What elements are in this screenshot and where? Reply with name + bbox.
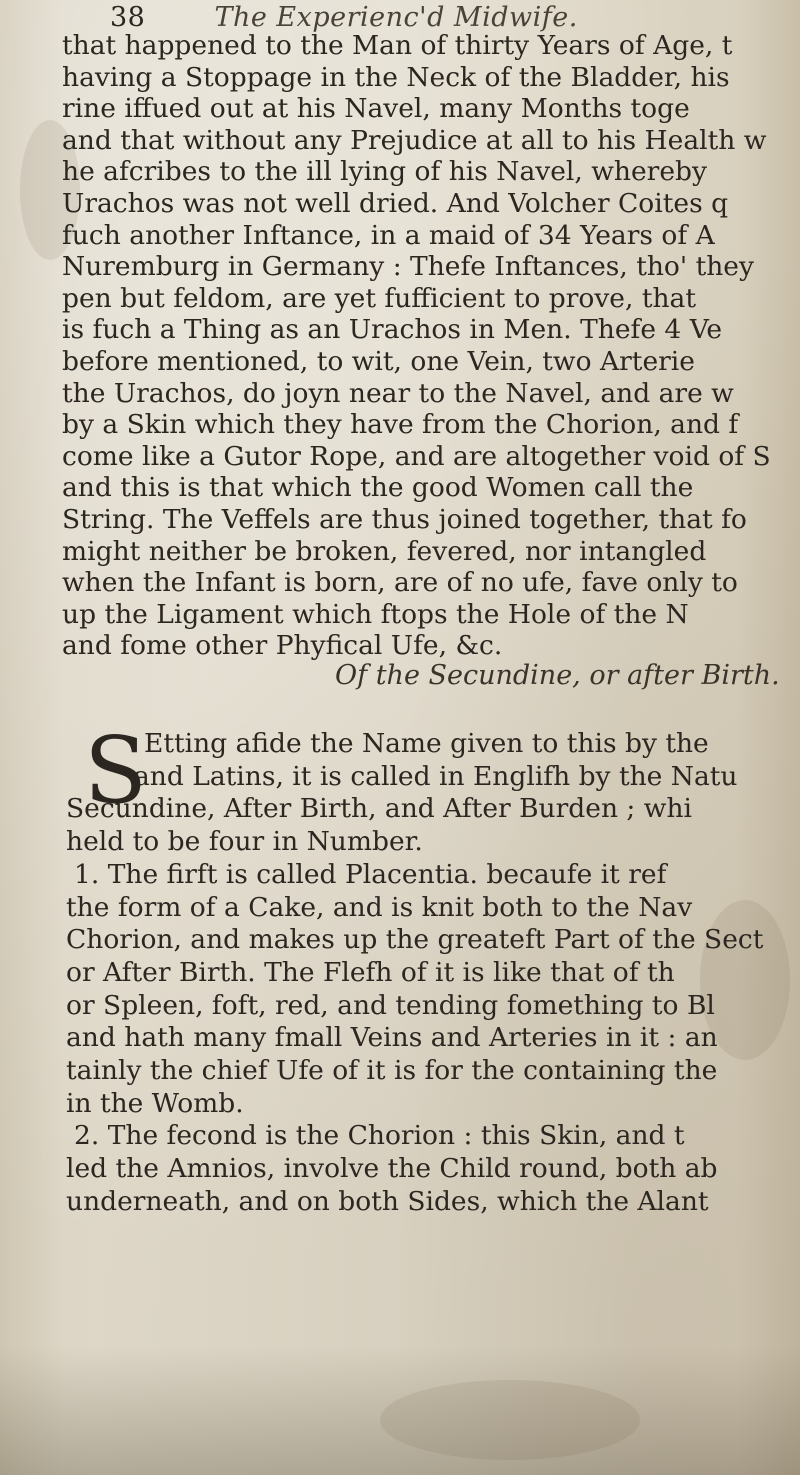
- text-line: having a Stoppage in the Neck of the Bladder, his: [62, 61, 730, 93]
- text-line: pen but feldom, are yet fufficient to prove, that: [62, 282, 696, 314]
- text-line: led the Amnios, involve the Child round, both ab: [66, 1153, 718, 1185]
- page-number: 38: [110, 2, 146, 33]
- text-line: and this is that which the good Women call the: [62, 472, 694, 504]
- text-line: Secundine, After Birth, and After Burden ; whi: [66, 793, 693, 825]
- text-line: Etting afide the Name given to this by the: [144, 728, 709, 759]
- text-line: up the Ligament which ftops the Hole of the N: [62, 598, 689, 630]
- text-line: and that without any Prejudice at all to his Health w: [62, 124, 767, 156]
- text-line: is fuch a Thing as an Urachos in Men. Thefe 4 Ve: [62, 314, 723, 346]
- section-heading: [285, 660, 780, 691]
- text-line: and Latins, it is called in Englifh by the Natu: [134, 760, 738, 792]
- paper-stain: [380, 1380, 640, 1460]
- text-line: the form of a Cake, and is knit both to the Nav: [66, 891, 693, 923]
- section-heading-text: Of the Secundine, or after Birth.: [335, 660, 780, 691]
- text-line: tainly the chief Ufe of it is for the containing the: [66, 1055, 718, 1087]
- text-line: when the Infant is born, are of no ufe, fave only to: [62, 567, 738, 599]
- text-line: might neither be broken, fevered, nor intangled: [62, 535, 707, 567]
- text-line: Chorion, and makes up the greateft Part of the Sect: [66, 924, 764, 956]
- text-line: underneath, and on both Sides, which the Alant: [66, 1185, 709, 1217]
- text-line: fuch another Inftance, in a maid of 34 Years of A: [62, 219, 715, 251]
- text-line: 1. The firft is called Placentia. becaufe it ref: [74, 858, 667, 890]
- text-line: come like a Gutor Rope, and are altogether void of S: [62, 440, 771, 472]
- text-line: and hath many fmall Veins and Arteries in it : an: [66, 1022, 718, 1054]
- text-line: held to be four in Number.: [66, 826, 423, 858]
- text-line: Nuremburg in Germany : Thefe Inftances, tho' they: [62, 251, 754, 283]
- text-line: or Spleen, foft, red, and tending fomething to Bl: [66, 989, 715, 1021]
- text-line: or After Birth. The Flefh of it is like that of th: [66, 956, 675, 988]
- text-line: before mentioned, to wit, one Vein, two Arterie: [62, 345, 695, 377]
- text-line: and fome other Phyfical Ufe, &c.: [62, 630, 503, 662]
- text-line: that happened to the Man of thirty Years of Age, t: [62, 30, 733, 61]
- text-line: he afcribes to the ill lying of his Navel, whereby: [62, 156, 707, 188]
- text-line: 2. The fecond is the Chorion : this Skin, and t: [74, 1120, 685, 1152]
- running-title: The Experienc'd Midwife.: [214, 2, 578, 33]
- text-line: String. The Veffels are thus joined together, that fo: [62, 503, 747, 535]
- passage-2: [66, 728, 800, 1219]
- page-header: [110, 2, 578, 33]
- text-line: in the Womb.: [66, 1087, 244, 1119]
- text-line: the Urachos, do joyn near to the Navel, and are w: [62, 377, 734, 409]
- drop-cap: S: [84, 717, 148, 824]
- passage-1: [62, 30, 800, 662]
- text-line: Urachos was not well dried. And Volcher Coites q: [62, 187, 729, 219]
- text-line: rine iffued out at his Navel, many Months toge: [62, 93, 690, 125]
- text-line: by a Skin which they have from the Chorion, and f: [62, 409, 739, 441]
